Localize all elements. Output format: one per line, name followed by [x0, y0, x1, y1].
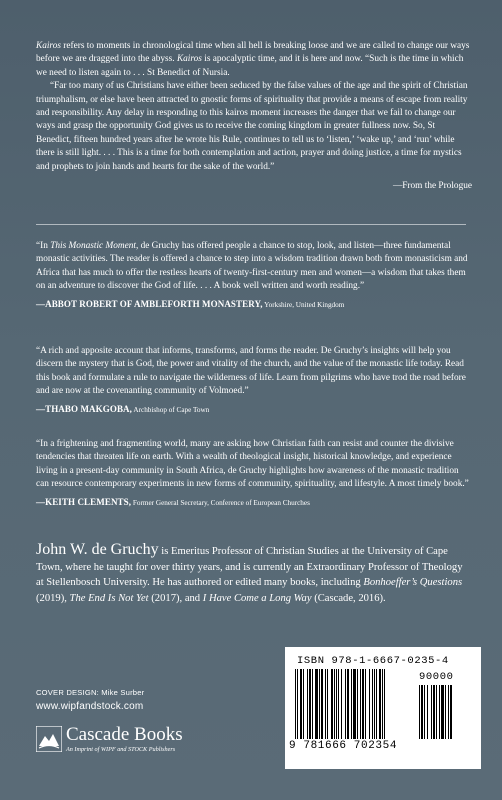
publisher-name: Cascade Books [66, 724, 183, 745]
prologue-paragraph-1: Kairos refers to moments in chronological time when all hell is breaking loose and we are called to change our ways before we are dragged into the abyss. Kairos is apocalyptic time, and it is here and now. “Such is the time in which we need to listen again to . . . St Benedict of Nursia. [36, 41, 470, 78]
divider-line [36, 224, 466, 225]
barcode-digits: 9 781666 702354 [289, 740, 398, 752]
barcode-bar [384, 669, 385, 739]
endorser-credit: —THABO MAKGOBA, Archbishop of Cape Town [36, 403, 210, 414]
prologue-excerpt [36, 40, 472, 193]
endorsement-quote: “In a frightening and fragmenting world, many are asking how Christian faith can resist and counter the divisive tendencies that threaten life on earth. With a wealth of theological insight, historical knowledge, and experience living in a present-day community in South Africa, de Gruchy highlights how awareness of the monastic tradition can resource contemporary experiments in new forms of community, spirituality, and lifestyle. A most timely book.” [36, 439, 469, 490]
endorsement-1 [36, 240, 472, 311]
barcode-addon-bars [419, 685, 467, 739]
prologue-attribution: —From the Prologue [392, 181, 472, 192]
publisher-url: www.wipfandstock.com [36, 701, 144, 712]
author-bio: John W. de Gruchy is Emeritus Professor of Christian Studies at the University of Cape Town, where he taught for over thirty years, and is currently an Extraordinary Professor of Theology at Stellenbosch University. He has authored or edited many books, including Bonhoeffer’s Questions (2019), The End Is Not Yet (2017), and I Have Come a Long Way (Cascade, 2016). [36, 541, 463, 604]
cover-credits [36, 688, 144, 712]
barcode-bars [295, 669, 413, 739]
cascade-books-icon [36, 726, 62, 752]
endorsement-quote: “In This Monastic Moment, de Gruchy has offered people a chance to stop, look, and listen—three fundamental monastic activities. The reader is offered a chance to step into a wisdom tradition drawn both from monasticism and Africa that has much to offer the restless hearts of twenty-first-century men and women—a wisdom that takes them on an adventure to discover the God of life. . . . A book well written and worth reading.” [36, 241, 468, 292]
endorsement-quote: “A rich and apposite account that informs, transforms, and forms the reader. De Gruchy’s insights will help you discern the mystery that is God, the power and vitality of the church, and the value of the monastic life today. Read this book and formulate a rule to navigate the wilderness of life. Learn from pilgrims who have trod the road before and are now at the covenanting community of Volmoed.” [36, 346, 466, 397]
price-code: 90000 [419, 671, 454, 683]
publisher-imprint: An Imprint of WIPF and STOCK Publishers [66, 746, 176, 753]
cover-design-credit: COVER DESIGN: Mike Surber [36, 688, 145, 697]
endorsement-2 [36, 345, 472, 416]
prologue-paragraph-2: “Far too many of us Christians have either been seduced by the false values of the age and the spirit of Christian triumphalism, or else have been attracted to gnostic forms of spirituality that provide a means of escape from reality and responsibility. Any delay in responding to this kairos moment increases the danger that we fail to change our ways and grasp the opportunity God gives us to receive the coming kingdom in greater fullness now. So, St Benedict, fifteen hundred years after he wrote his Rule, continues to tell us to ‘listen,’ ‘wake up,’ and ‘run’ while there is still light. . . . This is a time for both contemplation and action, prayer and doing justice, a time for mystics and prophets to join hands and hearts for the sake of the world.” [36, 81, 468, 172]
isbn-barcode [285, 647, 481, 769]
barcode-bar [452, 685, 453, 739]
endorser-credit: —KEITH CLEMENTS, Former General Secretary, Conference of European Churches [36, 496, 310, 507]
endorsement-3 [36, 438, 472, 509]
isbn-text: ISBN 978-1-6667-0235-4 [297, 655, 449, 667]
author-name: John W. de Gruchy [36, 541, 159, 558]
endorser-credit: —ABBOT ROBERT OF AMBLEFORTH MONASTERY, Yorkshire, United Kingdom [36, 298, 345, 309]
publisher-logo [36, 725, 183, 753]
